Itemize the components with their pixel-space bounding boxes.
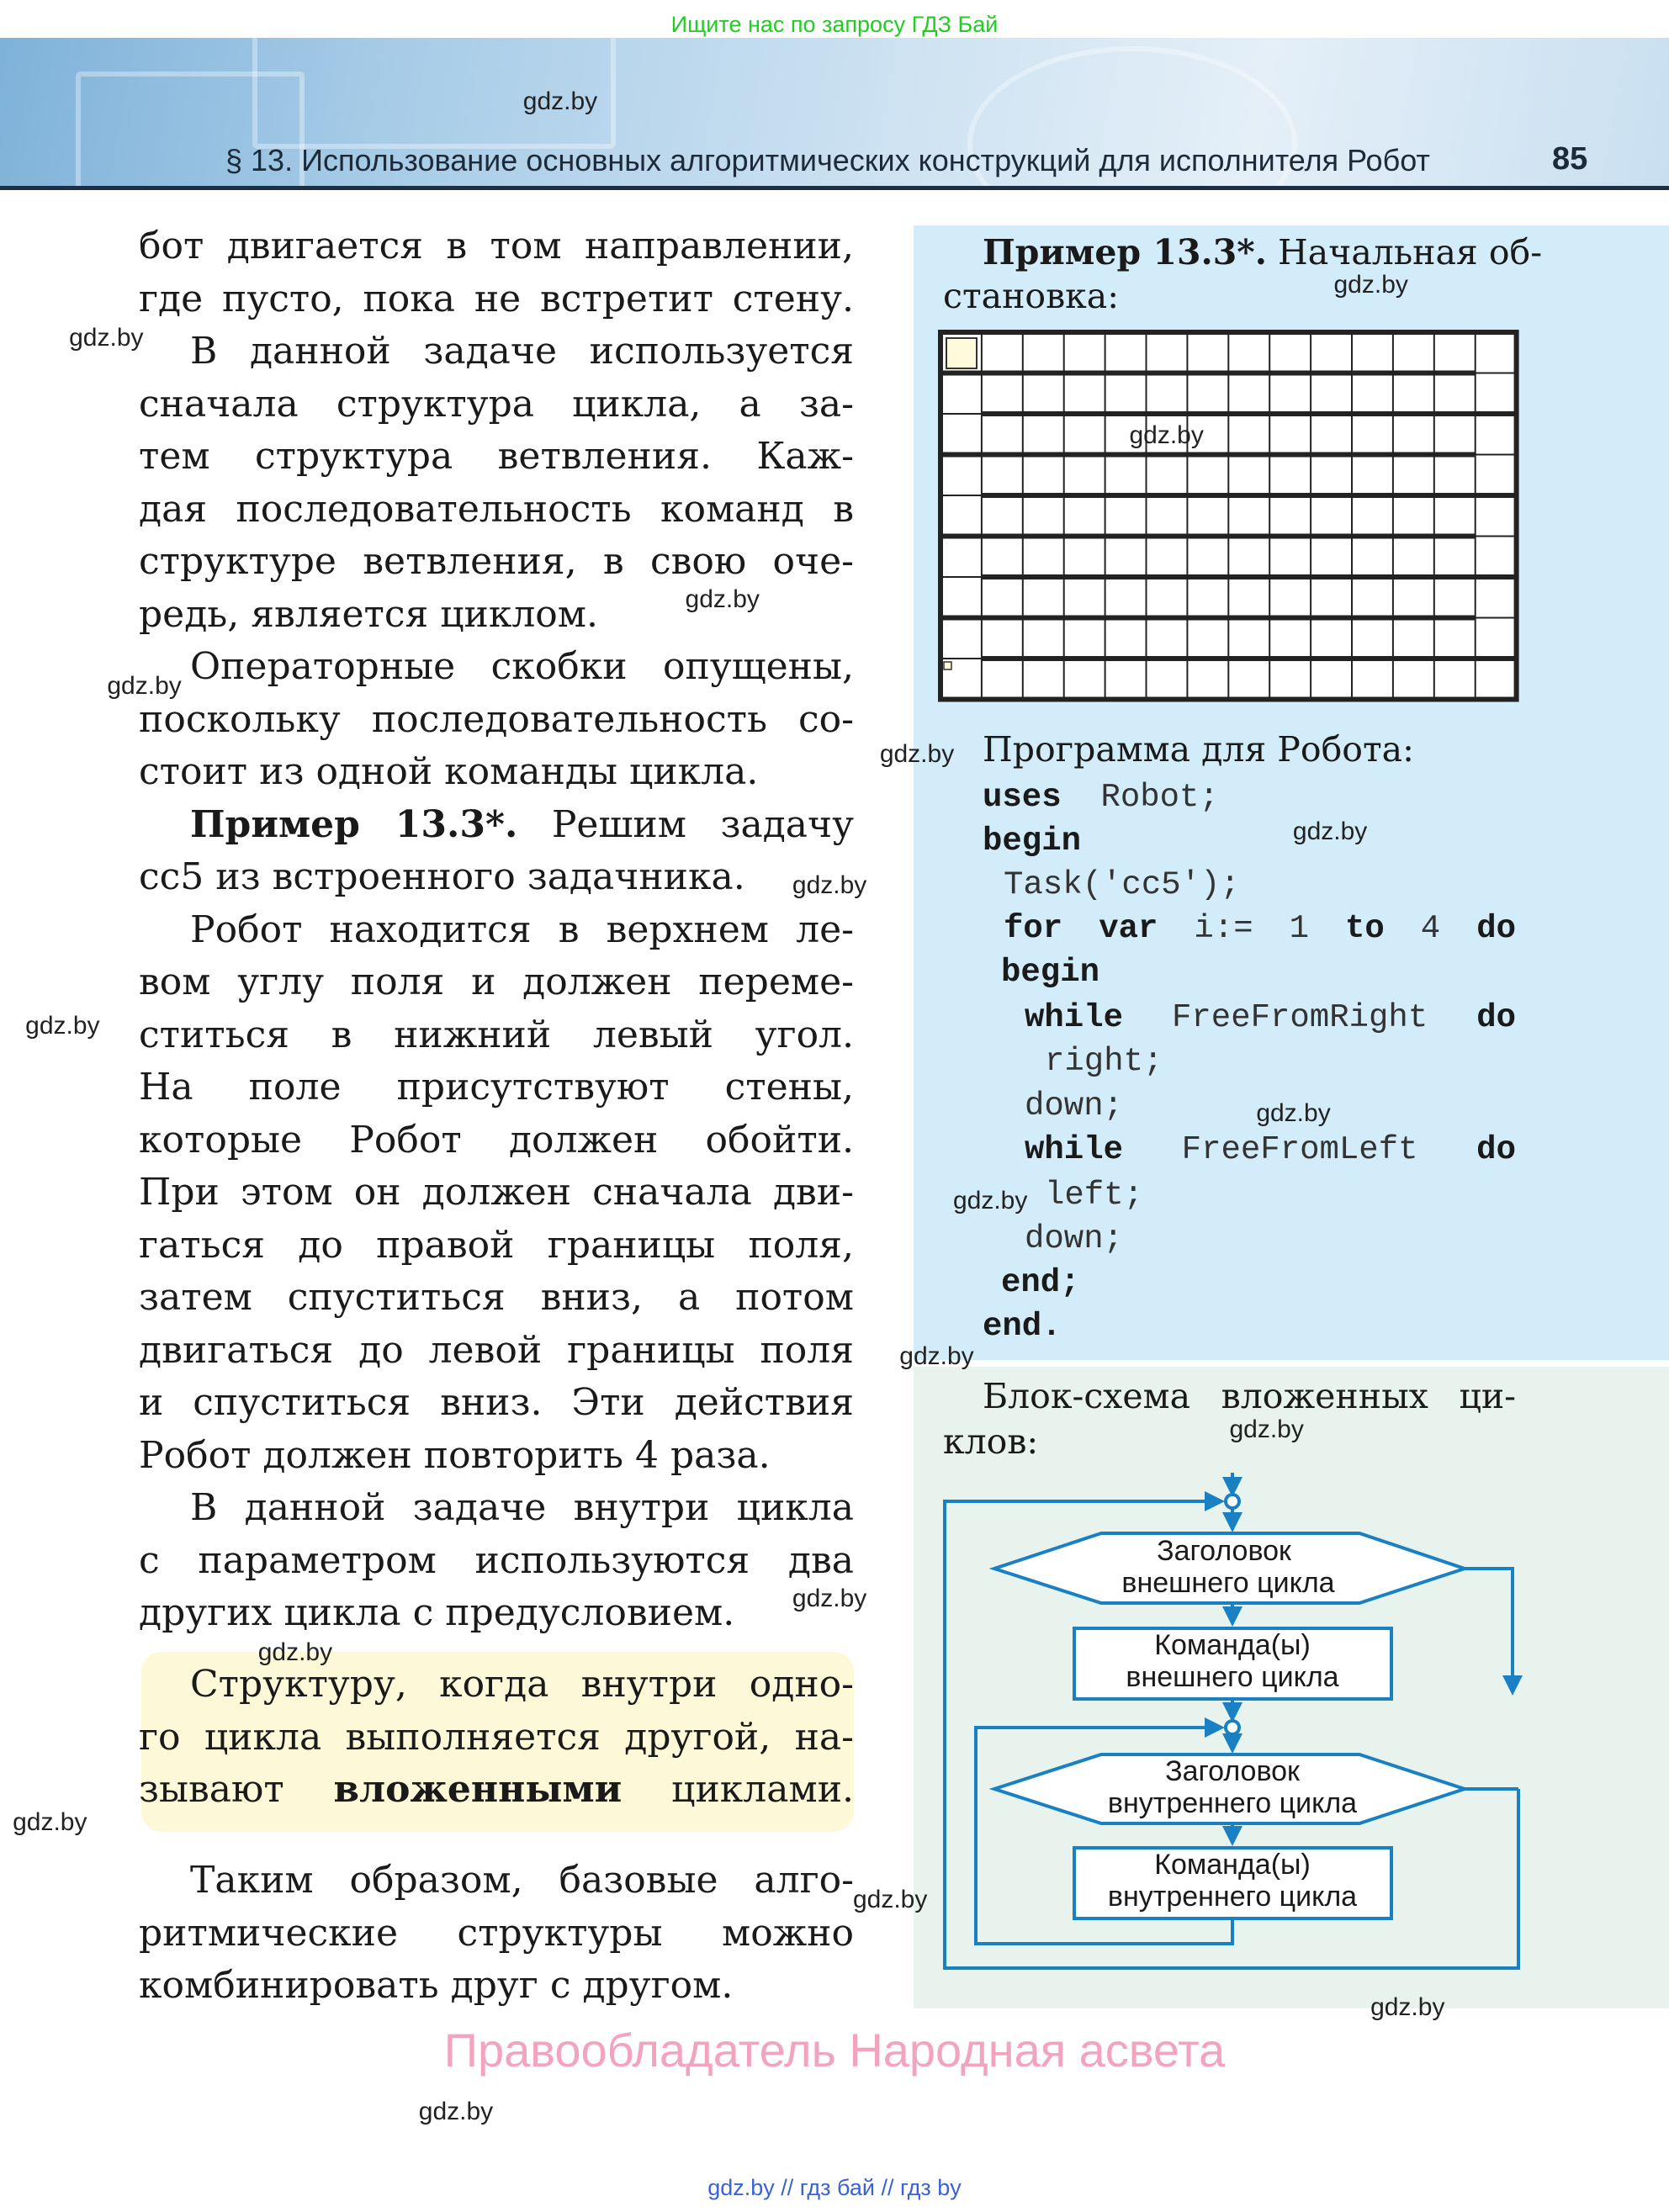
text-span: Робот должен повторить 4 раза. xyxy=(139,1433,771,1477)
text-span: и спуститься вниз. Эти действия xyxy=(139,1381,854,1424)
code-token: 1 xyxy=(1289,910,1310,947)
watermark: gdz.by xyxy=(25,1012,100,1040)
text-span: где пусто, пока не встретит стену. xyxy=(139,277,854,320)
code-keyword: uses xyxy=(983,779,1062,816)
code-keyword: begin xyxy=(1001,954,1100,991)
text-span: cc5 из встроенного задачника. xyxy=(139,855,745,898)
watermark: gdz.by xyxy=(1292,818,1368,846)
outer-join xyxy=(1226,1495,1239,1508)
outer-exit-arrow xyxy=(1465,1569,1513,1692)
text-span: В данной задаче используется xyxy=(190,330,854,373)
watermark: gdz.by xyxy=(1229,1415,1304,1443)
code-token: FreeFromRight xyxy=(1171,999,1428,1036)
code-keyword: for xyxy=(1004,910,1063,947)
bold-term: Пример 13.3*. xyxy=(190,802,518,846)
section-title: § 13. Использование основных алгоритмических конструкций для исполнителя Робот xyxy=(225,143,1430,177)
code-token: 4 xyxy=(1420,910,1441,947)
text-span: Операторные скобки опущены, xyxy=(190,645,854,688)
text-span: вом углу поля и должен переме- xyxy=(139,960,854,1003)
watermark: gdz.by xyxy=(257,1638,333,1666)
text-span: ститься в нижний левый угол. xyxy=(139,1013,854,1056)
page-number: 85 xyxy=(1552,141,1588,177)
text-span: Структуру, когда внутри одно- xyxy=(190,1663,854,1706)
code-token: left; xyxy=(1045,1177,1144,1214)
code-token: right; xyxy=(1045,1043,1163,1080)
watermark: gdz.by xyxy=(418,2097,494,2125)
text-span: бот двигается в том направлении, xyxy=(139,225,854,267)
text-span: структуре ветвления, в свою оче- xyxy=(139,540,854,583)
title-word: ци- xyxy=(1459,1376,1516,1416)
watermark: gdz.by xyxy=(1333,270,1408,299)
text-span: комбинировать друг с другом. xyxy=(139,1964,734,2007)
text-span: затем спуститься вниз, а потом xyxy=(139,1276,854,1319)
text-span: стоит из одной команды цикла. xyxy=(139,750,759,793)
program-label: Программа для Робота: xyxy=(983,729,1414,770)
outer-body-label: внешнего цикла xyxy=(1126,1661,1339,1693)
code-token: FreeFromLeft xyxy=(1181,1131,1418,1168)
code-keyword: end; xyxy=(1001,1264,1080,1301)
watermark: gdz.by xyxy=(899,1341,974,1370)
inner-header-label: внутреннего цикла xyxy=(1107,1787,1358,1819)
code-token: down; xyxy=(1025,1087,1124,1125)
text-span: ритмические структуры можно xyxy=(139,1911,854,1955)
text-span: Робот находится в верхнем ле- xyxy=(190,908,854,951)
text-span: зывают xyxy=(139,1768,334,1811)
watermark: gdz.by xyxy=(852,1886,928,1914)
example-title: Пример 13.3*. Начальная об- xyxy=(983,232,1543,273)
watermark: gdz.by xyxy=(1370,1992,1445,2021)
text-span: которые Робот должен обойти. xyxy=(139,1118,854,1162)
watermark: gdz.by xyxy=(792,1584,867,1612)
watermark: gdz.by xyxy=(522,87,598,115)
text-span: сначала структура цикла, а за- xyxy=(139,382,854,426)
code-keyword: do xyxy=(1476,1131,1516,1168)
inner-body-label: Команда(ы) xyxy=(1154,1849,1311,1881)
watermark: gdz.by xyxy=(13,1808,87,1837)
watermark: gdz.by xyxy=(69,324,144,352)
title-word: Блок-схема xyxy=(983,1376,1191,1416)
code-token: Robot; xyxy=(1100,779,1219,816)
code-token: Task('cc5'); xyxy=(1004,866,1240,903)
code-keyword: while xyxy=(1025,999,1124,1036)
text-span: других цикла с предусловием. xyxy=(139,1591,735,1634)
bottom-links[interactable]: gdz.by // гдз бай // гдз by xyxy=(707,2175,962,2200)
inner-join xyxy=(1226,1721,1239,1734)
watermark: gdz.by xyxy=(792,871,867,899)
text-span: го цикла выполняется другой, на- xyxy=(139,1715,854,1759)
code-keyword: end. xyxy=(983,1308,1062,1345)
watermark: gdz.by xyxy=(1129,421,1204,450)
outer-body-label: Команда(ы) xyxy=(1154,1629,1311,1661)
text-span: гаться до правой границы поля, xyxy=(139,1223,854,1267)
text-span: дая последовательность команд в xyxy=(139,487,854,531)
bold-term: вложенными xyxy=(333,1768,623,1811)
code-token: down; xyxy=(1025,1220,1124,1257)
text-span: циклами. xyxy=(622,1768,855,1811)
code-keyword: var xyxy=(1099,910,1158,947)
copyright-notice: Правообладатель Народная асвета xyxy=(443,2024,1226,2077)
text-span: с параметром используются два xyxy=(139,1538,854,1582)
outer-header-label: Заголовок xyxy=(1157,1535,1291,1567)
search-hint: Ищите нас по запросу ГДЗ Бай xyxy=(670,12,999,37)
flowchart-title-cont: клов: xyxy=(943,1421,1039,1462)
title-word: вложенных xyxy=(1221,1376,1428,1416)
text-span: поскольку последовательность со- xyxy=(139,697,854,741)
watermark: gdz.by xyxy=(952,1187,1028,1215)
watermark: gdz.by xyxy=(879,739,955,768)
text-span: двигаться до левой границы поля xyxy=(139,1328,854,1372)
code-keyword: do xyxy=(1476,999,1516,1036)
outer-header-label: внешнего цикла xyxy=(1121,1567,1335,1599)
example-title-cont: становка: xyxy=(943,276,1120,316)
watermark: gdz.by xyxy=(107,672,182,701)
code-keyword: while xyxy=(1025,1131,1124,1168)
inner-body-label: внутреннего цикла xyxy=(1107,1881,1358,1913)
text-span: При этом он должен сначала дви- xyxy=(139,1171,854,1214)
code-keyword: do xyxy=(1476,910,1516,947)
code-keyword: begin xyxy=(983,823,1082,860)
text-span: В данной задаче внутри цикла xyxy=(190,1486,854,1529)
inner-header-label: Заголовок xyxy=(1165,1755,1300,1787)
watermark: gdz.by xyxy=(1256,1099,1331,1128)
code-keyword: to xyxy=(1345,910,1385,947)
text-span: Таким образом, базовые алго- xyxy=(190,1859,854,1902)
text-span: тем структура ветвления. Каж- xyxy=(139,435,854,478)
text-span: На поле присутствуют стены, xyxy=(139,1066,854,1109)
text-span: Решим задачу xyxy=(517,802,854,846)
text-span: редь, является циклом. xyxy=(139,592,599,636)
watermark: gdz.by xyxy=(685,585,760,613)
code-token: i:= xyxy=(1194,910,1253,947)
